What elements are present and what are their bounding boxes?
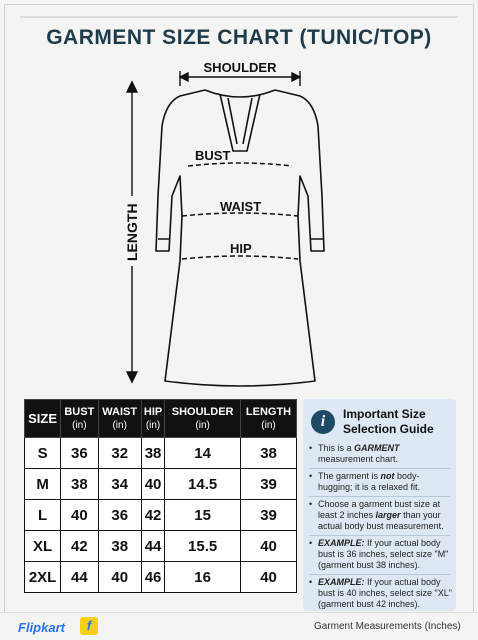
size-table-header bbox=[25, 400, 297, 438]
measurement-cell: 36 bbox=[61, 438, 98, 469]
size-table bbox=[24, 399, 297, 593]
column-unit: (in) bbox=[72, 419, 87, 431]
size-guide-title: Important Size Selection Guide bbox=[343, 407, 434, 436]
column-header-label: HIP bbox=[143, 405, 163, 418]
guide-divider bbox=[309, 535, 450, 536]
measurement-cell: 40 bbox=[98, 562, 141, 593]
column-unit: (in) bbox=[261, 419, 276, 431]
brand-name: Flipkart bbox=[18, 620, 65, 635]
measurement-cell: 40 bbox=[241, 531, 297, 562]
column-header-size bbox=[25, 400, 61, 438]
column-unit: (in) bbox=[112, 419, 127, 431]
column-unit: (in) bbox=[145, 419, 161, 431]
guide-item-1: • This is a GARMENT measurement chart. bbox=[309, 443, 453, 465]
measurement-cell: 44 bbox=[141, 531, 164, 562]
info-icon: i bbox=[311, 410, 335, 434]
measurement-cell: 14 bbox=[165, 438, 241, 469]
size-cell: S bbox=[25, 438, 61, 469]
column-header-shoulder bbox=[165, 400, 241, 438]
size-guide-header bbox=[311, 407, 451, 443]
page-title: GARMENT SIZE CHART (TUNIC/TOP) bbox=[46, 26, 432, 49]
measurement-cell: 42 bbox=[61, 531, 98, 562]
hip-measure-line bbox=[182, 256, 298, 259]
size-cell: L bbox=[25, 500, 61, 531]
size-table-body bbox=[25, 438, 297, 593]
measurement-cell: 40 bbox=[241, 562, 297, 593]
size-guide-panel bbox=[303, 399, 456, 611]
measurement-cell: 39 bbox=[241, 500, 297, 531]
guide-divider bbox=[309, 468, 450, 469]
guide-divider bbox=[309, 496, 450, 497]
guide-item-2: • The garment is not body-hugging; it is a relaxed fit. bbox=[309, 471, 453, 493]
measurement-cell: 14.5 bbox=[165, 469, 241, 500]
bust-label: BUST bbox=[195, 148, 231, 163]
size-cell: XL bbox=[25, 531, 61, 562]
tunic-outline bbox=[156, 90, 324, 386]
measurement-cell: 40 bbox=[141, 469, 164, 500]
measurement-cell: 42 bbox=[141, 500, 164, 531]
measurement-cell: 38 bbox=[141, 438, 164, 469]
footer-caption: Garment Measurements (Inches) bbox=[314, 621, 461, 632]
measurement-cell: 34 bbox=[98, 469, 141, 500]
length-label: LENGTH bbox=[124, 203, 140, 261]
column-header-label: SHOULDER bbox=[171, 405, 234, 418]
measurement-cell: 36 bbox=[98, 500, 141, 531]
shoulder-label: SHOULDER bbox=[203, 60, 277, 75]
size-cell: 2XL bbox=[25, 562, 61, 593]
column-header-length bbox=[241, 400, 297, 438]
column-header-label: SIZE bbox=[28, 411, 58, 426]
measurement-cell: 32 bbox=[98, 438, 141, 469]
measurement-cell: 39 bbox=[241, 469, 297, 500]
guide-item-3: • Choose a garment bust size at least 2 inches larger than your actual body bust measurement. bbox=[309, 499, 453, 532]
table-row bbox=[25, 469, 297, 500]
column-header-waist bbox=[98, 400, 141, 438]
measurement-cell: 16 bbox=[165, 562, 241, 593]
table-row bbox=[25, 438, 297, 469]
title-divider bbox=[20, 16, 458, 18]
placket bbox=[220, 94, 260, 151]
column-header-bust bbox=[61, 400, 98, 438]
waist-label: WAIST bbox=[220, 199, 262, 214]
column-unit: (in) bbox=[195, 419, 210, 431]
hip-label: HIP bbox=[230, 241, 252, 256]
table-row bbox=[25, 531, 297, 562]
measurement-cell: 15 bbox=[165, 500, 241, 531]
measurement-cell: 38 bbox=[61, 469, 98, 500]
guide-item-4: • EXAMPLE: If your actual body bust is 36 inches, select size "M" (garment bust 38 inches). bbox=[309, 538, 453, 571]
size-cell: M bbox=[25, 469, 61, 500]
measurement-cell: 38 bbox=[241, 438, 297, 469]
flipkart-logo-icon: f bbox=[80, 617, 98, 635]
guide-divider bbox=[309, 574, 450, 575]
tunic-illustration bbox=[110, 56, 370, 391]
guide-item-5: • EXAMPLE: If your actual body bust is 40 inches, select size "XL" (garment bust 42 inches). bbox=[309, 577, 453, 610]
table-row bbox=[25, 562, 297, 593]
table-row bbox=[25, 500, 297, 531]
column-header-label: BUST bbox=[64, 405, 95, 418]
footer-bar bbox=[0, 612, 478, 640]
column-header-label: LENGTH bbox=[245, 405, 292, 418]
measurement-cell: 38 bbox=[98, 531, 141, 562]
measurement-cell: 15.5 bbox=[165, 531, 241, 562]
bust-measure-line bbox=[188, 163, 292, 166]
measurement-cell: 40 bbox=[61, 500, 98, 531]
column-header-label: WAIST bbox=[102, 405, 138, 418]
neckline bbox=[205, 90, 275, 97]
measurement-cell: 44 bbox=[61, 562, 98, 593]
column-header-hip bbox=[141, 400, 164, 438]
measurement-cell: 46 bbox=[141, 562, 164, 593]
